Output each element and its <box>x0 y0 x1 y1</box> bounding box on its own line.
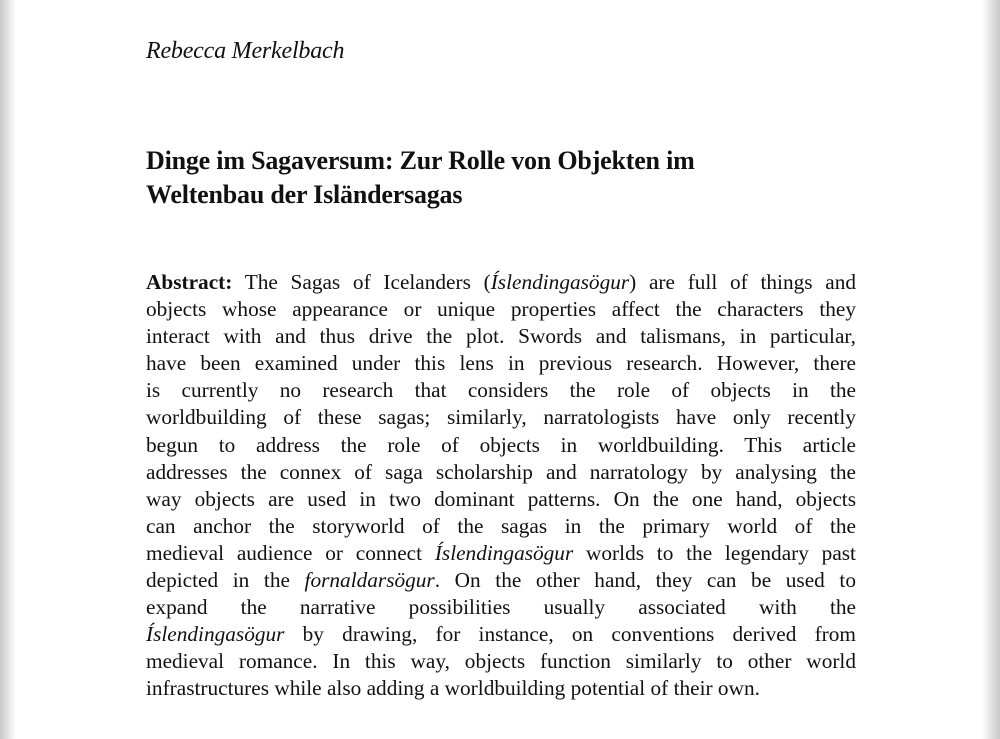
abstract-line: expand the narrative possibilities usually associated with the <box>146 595 856 620</box>
abstract-line: depicted in the fornaldarsögur. On the other hand, they can be used to <box>146 568 856 593</box>
abstract-line: infrastructures while also adding a worldbuilding potential of their own. <box>146 676 760 701</box>
author-name: Rebecca Merkelbach <box>146 38 345 64</box>
abstract-line: can anchor the storyworld of the sagas in the primary world of the <box>146 513 856 538</box>
abstract-line: medieval audience or connect Íslendingasögur worlds to the legendary past <box>146 540 856 565</box>
abstract-line: interact with and thus drive the plot. Swords and talismans, in particular, <box>146 324 856 349</box>
abstract-line: have been examined under this lens in previous research. However, there <box>146 351 856 376</box>
abstract-line: is currently no research that considers the role of objects in the <box>146 378 856 403</box>
abstract-line: worldbuilding of these sagas; similarly, narratologists have only recently <box>146 405 856 430</box>
abstract-line: Abstract: The Sagas of Icelanders (Íslendingasögur) are full of things and <box>146 270 856 294</box>
abstract-line: way objects are used in two dominant patterns. On the one hand, objects <box>146 486 856 511</box>
abstract-line: Íslendingasögur by drawing, for instance, on conventions derived from <box>146 622 856 647</box>
abstract-line: begun to address the role of objects in worldbuilding. This article <box>146 432 856 457</box>
abstract-line: medieval romance. In this way, objects function similarly to other world <box>146 649 856 674</box>
abstract-paragraph <box>146 269 856 703</box>
abstract-label: Abstract: <box>146 270 233 294</box>
article-title <box>146 144 846 212</box>
title-line: Weltenbau der Isländersagas <box>146 180 463 209</box>
abstract-line: objects whose appearance or unique properties affect the characters they <box>146 297 856 322</box>
abstract-line: addresses the connex of saga scholarship and narratology by analysing the <box>146 459 856 484</box>
title-line: Dinge im Sagaversum: Zur Rolle von Objekten im <box>146 146 695 175</box>
